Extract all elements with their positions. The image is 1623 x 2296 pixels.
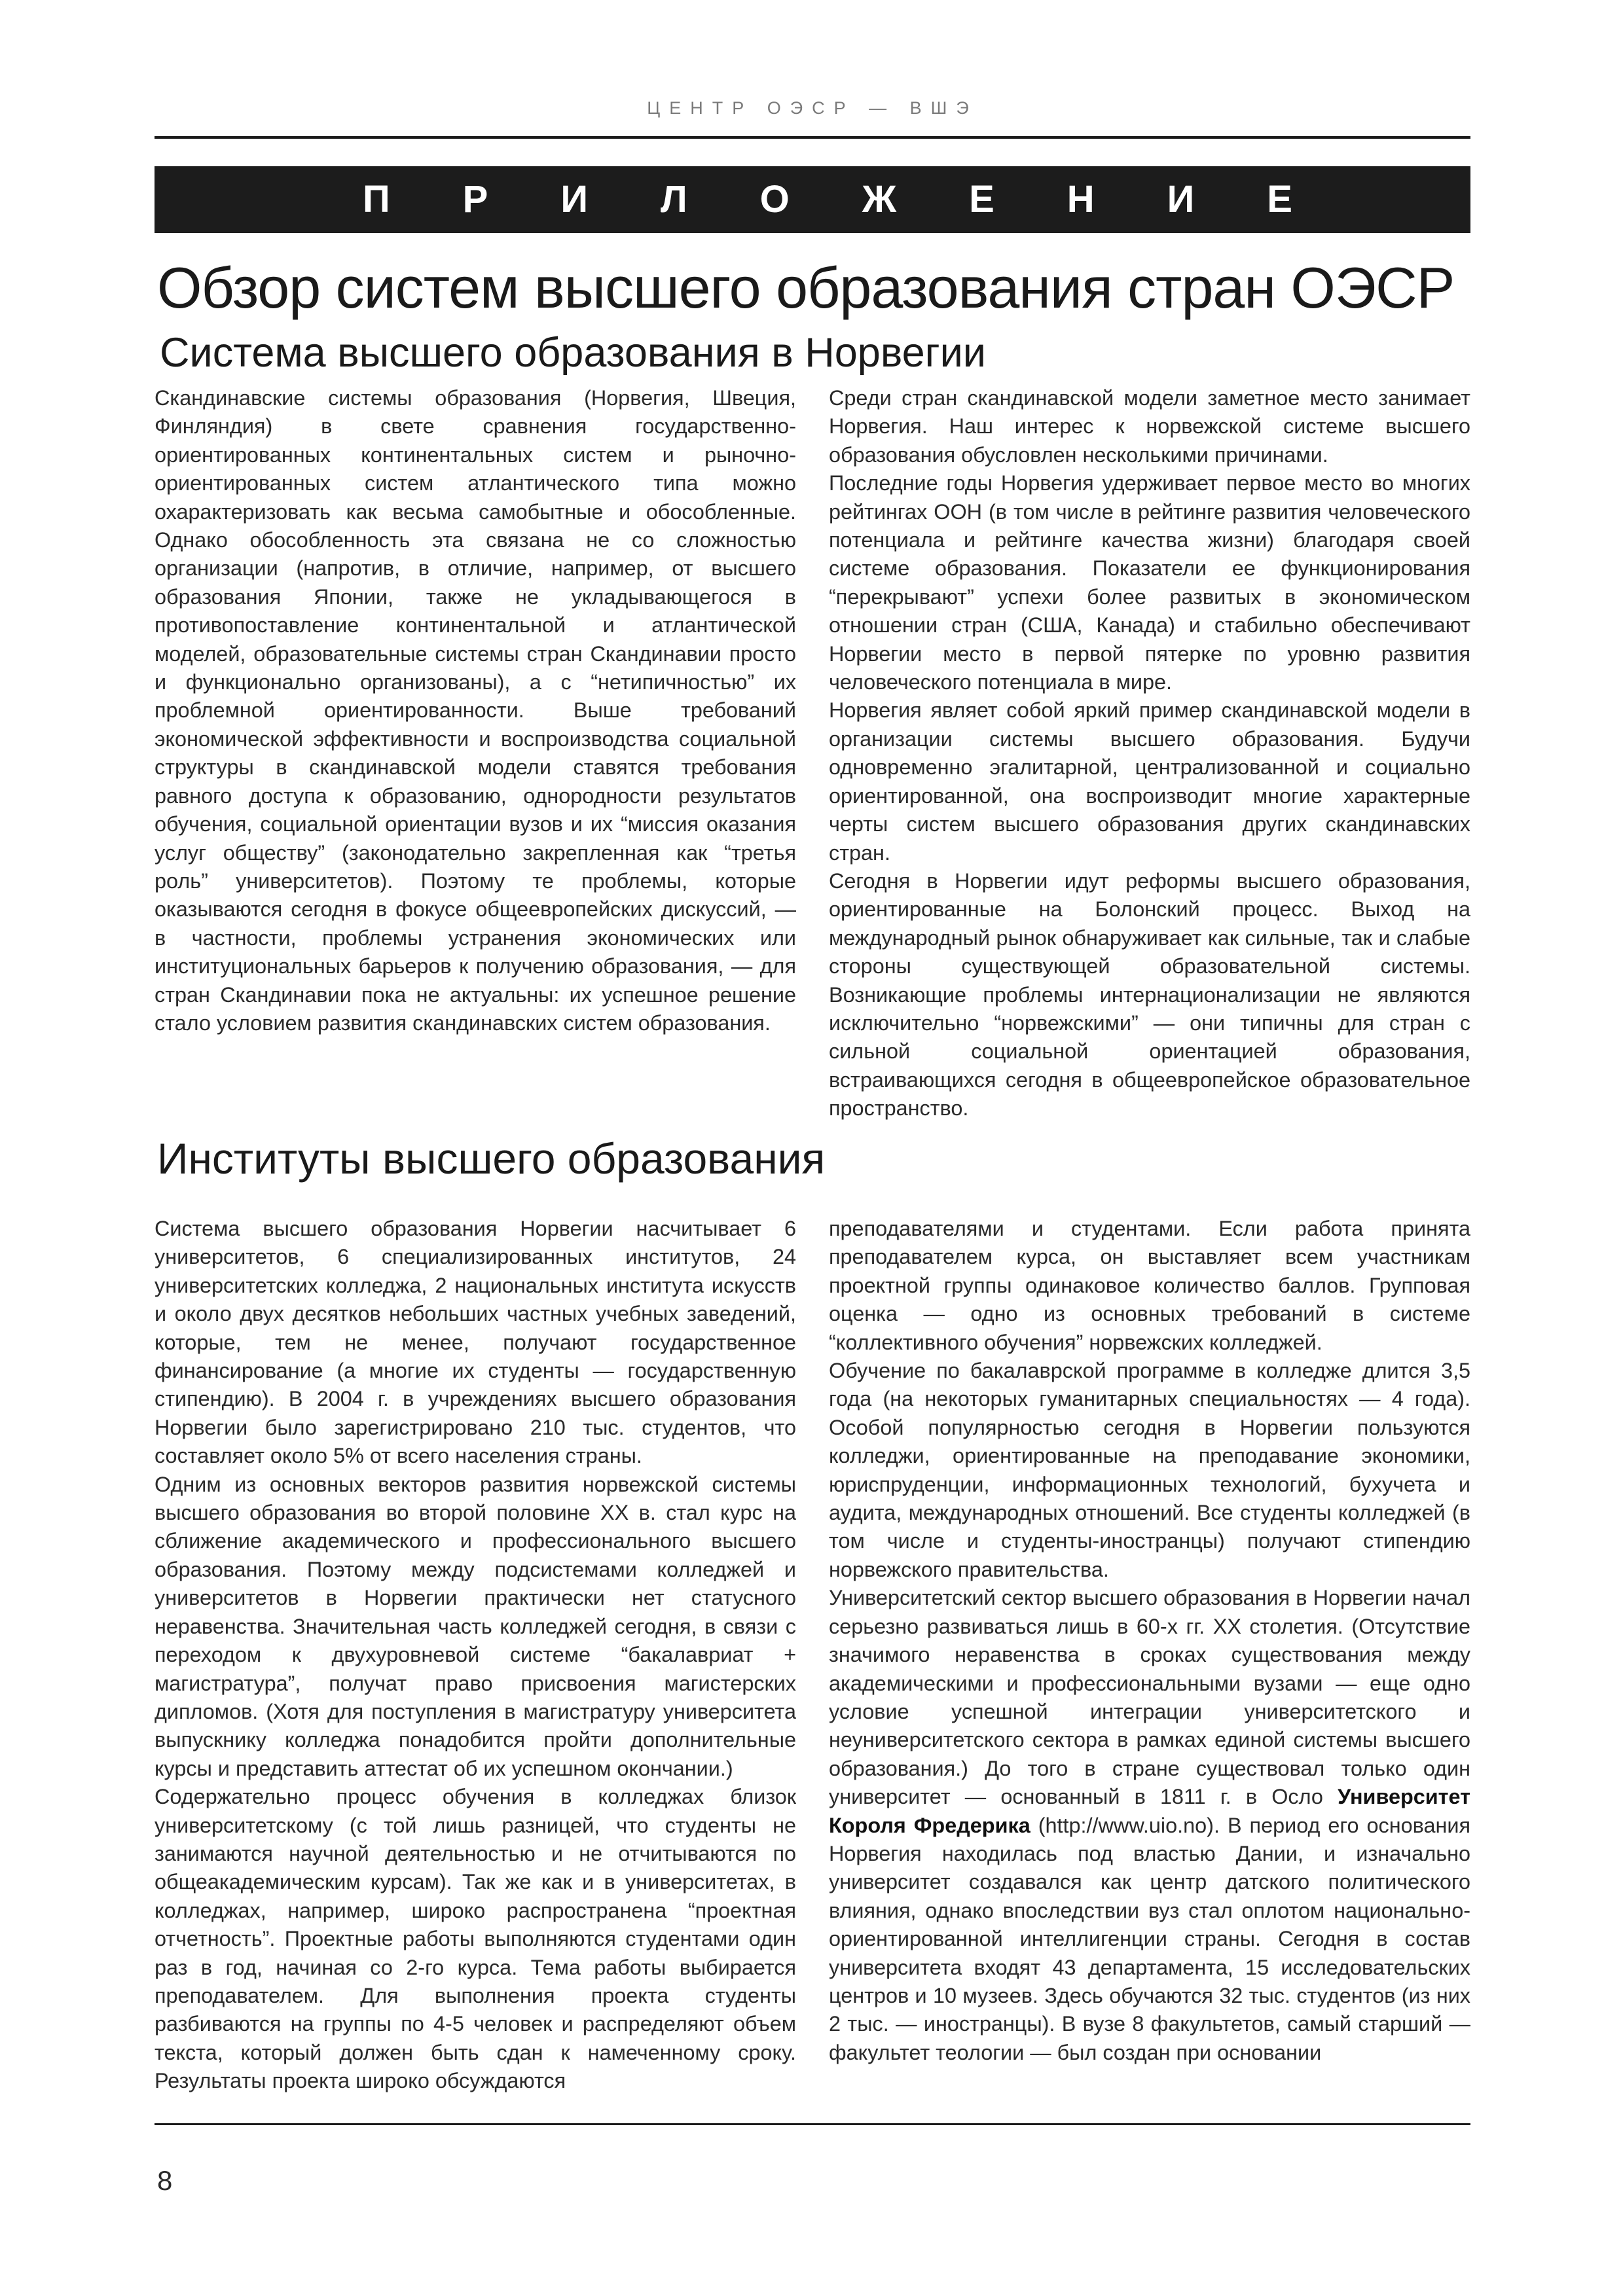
intro-columns [155, 384, 1470, 1123]
intro-left-column [155, 384, 796, 1123]
banner-letter: И [560, 178, 588, 221]
paragraph: Среди стран скандинавской модели заметное место занимает Норвегия. Наш интерес к норвежской системе высшего образования обусловлен несколькими причинами. [829, 386, 1470, 467]
running-head: ЦЕНТР ОЭСР — ВШЭ [647, 98, 978, 118]
paragraph: преподавателями и студентами. Если работа принята преподавателем курса, он выставляет всем участникам проектной группы одинаковое количество баллов. Групповая оценка — одно из основных требований в системе “коллективного обучения” норвежских колледжей. [829, 1217, 1470, 1354]
banner-letter: О [759, 178, 790, 221]
paragraph: Система высшего образования Норвегии насчитывает 6 университетов, 6 специализированных институтов, 24 университетских колледжа, 2 национальных института искусств и около двух десятков небольших частных учебных заведений, которые, тем не менее, получают государственное финансирование (а многие их студенты — государственную стипендию). В 2004 г. в учреждениях высшего образования Норвегии было зарегистрировано 210 тыс. студентов, что составляет около 5% от всего населения страны. [155, 1217, 796, 1468]
intro-right-column [829, 384, 1470, 1123]
banner-letter: Н [1067, 178, 1095, 221]
university-name: Университет Короля Фредерика [829, 1785, 1470, 1837]
section-right-column [829, 1215, 1470, 2096]
banner-letters [363, 166, 1292, 233]
paragraph-text: (http://www.uio.no). В период его основания Норвегия находилась под властью Дании, и изначально университет создавался как центр датского политического влияния, однако впоследствии вуз стал оплотом национально-ориентированной интеллигенции страны. Сегодня в состав университета входят 43 департамента, 15 исследовательских центров и 10 музеев. Здесь обучаются 32 тыс. студентов (из них 2 тыс. — иностранцы). В вузе 8 факультетов, самый старший — факультет теологии — был создан при основании [829, 1813, 1470, 2064]
banner-letter: Р [462, 178, 488, 221]
banner-letter: Л [660, 178, 687, 221]
paragraph: Последние годы Норвегия удерживает первое место во многих рейтингах ООН (в том числе в рейтинге развития человеческого потенциала и рейтинге качества жизни) благодаря своей системе образования. Показатели ее функционирования “перекрывают” успехи более развитых в экономическом отношении стран (США, Канада) и стабильно обеспечивают Норвегии место в первой пятерке по уровню развития человеческого потенциала в мире. [829, 471, 1470, 694]
paragraph: Скандинавские системы образования (Норвегия, Швеция, Финляндия) в свете сравнения государственно-ориентированных континентальных систем и рыночно-ориентированных систем атлантического типа можно охарактеризовать как весьма самобытные и обособленные. Однако обособленность эта связана не со сложностью организации (напротив, в отличие, например, от высшего образования Японии, также не укладывающегося в противопоставление континентальной и атлантической моделей, образовательные системы стран Скандинавии просто и функционально организованы), а с “нетипичностью” их проблемной ориентированности. Выше требований экономической эффективности и воспроизводства социальной структуры в скандинавской модели ставятся требования равного доступа к образованию, однородности результатов обучения, социальной ориентации вузов и их “миссия оказания услуг обществу” (законодательно закрепленная как “третья роль” университетов). Поэтому те проблемы, которые оказываются сегодня в фокусе общеевропейских дискуссий, — в частности, проблемы устранения экономических или институциональных барьеров к получению образования, — для стран Скандинавии пока не актуальны: их успешное решение стало условием развития скандинавских систем образования. [155, 386, 796, 1035]
paragraph: Одним из основных векторов развития норвежской системы высшего образования во второй половине XX в. стал курс на сближение академического и профессионального высшего образования. Поэтому между подсистемами колледжей и университетов в Норвегии практически нет статусного неравенства. Значительная часть колледжей сегодня, в связи с переходом к двухуровневой системе “бакалавриат + магистратура”, получат право присвоения магистерских дипломов. (Хотя для поступления в магистратуру университета выпускнику колледжа понадобится пройти дополнительные курсы и представить аттестат об их успешном окончании.) [155, 1472, 796, 1780]
appendix-banner [155, 166, 1470, 233]
footer-rule [155, 2123, 1470, 2125]
section-heading: Институты высшего образования [157, 1134, 826, 1183]
paragraph: Содержательно процесс обучения в колледжах близок университетскому (с той лишь разницей, что студенты не занимаются научной деятельностью и не отчитываются по общеакадемическим курсам). Так же как и в университетах, в колледжах, например, широко распространена “проектная отчетность”. Проектные работы выполняются студентами один раз в год, начиная со 2-го курса. Тема работы выбирается преподавателем. Для выполнения проекта студенты разбиваются на группы по 4-5 человек и распределяют объем текста, который должен быть сдан к намеченному сроку. Результаты проекта широко обсуждаются [155, 1785, 796, 2093]
banner-letter: Ж [862, 178, 897, 221]
page-number: 8 [157, 2165, 173, 2196]
banner-letter: Е [969, 178, 994, 221]
paragraph-text: Университетский сектор высшего образования в Норвегии начал серьезно развиваться лишь в 60-х гг. XX столетия. (Отсутствие значимого неравенства в сроках существования между академическими и профессиональными вузами — еще одно условие успешной интеграции университетского и неуниверситетского сектора в рамках единой системы высшего образования.) До того в стране существовал только один университет — основанный в 1811 г. в Осло [829, 1586, 1470, 1809]
page-title: Обзор систем высшего образования стран ОЭСР [157, 255, 1455, 320]
paragraph: Сегодня в Норвегии идут реформы высшего образования, ориентированные на Болонский процесс. Выход на международный рынок обнаруживает как сильные, так и слабые стороны существующей образовательной системы. Возникающие проблемы интернационализации не являются исключительно “норвежскими” — они типичны для стран с сильной социальной ориентацией образования, встраивающихся сегодня в общеевропейское образовательное пространство. [829, 869, 1470, 1121]
header-rule [155, 136, 1470, 139]
banner-letter: Е [1267, 178, 1292, 221]
paragraph [829, 1584, 1470, 2067]
page-subtitle: Система высшего образования в Норвегии [160, 330, 986, 376]
paragraph: Обучение по бакалаврской программе в колледже длится 3,5 года (на некоторых гуманитарных специальностях — 4 года). Особой популярностью сегодня в Норвегии пользуются колледжи, ориентированные на преподавание экономики, юриспруденции, информационных технологий, бухучета и аудита, международных отношений. Все студенты колледжей (в том числе и студенты-иностранцы) получают стипендию норвежского правительства. [829, 1359, 1470, 1581]
section-left-column [155, 1215, 796, 2096]
banner-letter: И [1167, 178, 1195, 221]
section-columns [155, 1215, 1470, 2096]
paragraph: Норвегия являет собой яркий пример скандинавской модели в организации системы высшего образования. Будучи одновременно эгалитарной, централизованной и социально ориентированной, она воспроизводит многие характерные черты систем высшего образования других скандинавских стран. [829, 698, 1470, 865]
banner-letter: П [363, 178, 390, 221]
